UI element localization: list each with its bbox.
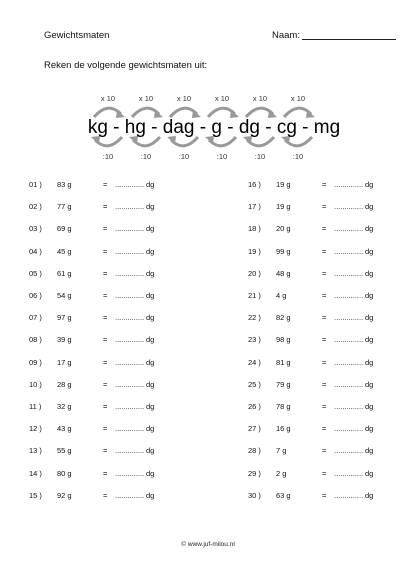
multiply-label: x 10 [138, 94, 154, 103]
answer-unit: dg [365, 335, 374, 345]
answer-blank[interactable]: .............. [115, 424, 145, 434]
answer-blank[interactable]: .............. [334, 291, 364, 300]
equals-sign: = [103, 335, 108, 345]
answer-unit: dg [146, 246, 155, 256]
equals-sign: = [103, 490, 108, 500]
multiply-label: x 10 [290, 94, 306, 103]
answer-unit: dg [146, 313, 155, 323]
answer-unit: dg [365, 468, 374, 478]
exercise-number: 30 ) [248, 490, 261, 500]
exercise-value: 2 g [276, 468, 287, 478]
exercise-number: 02 ) [29, 202, 42, 212]
exercise-number: 28 ) [248, 446, 261, 456]
answer-unit: dg [365, 424, 374, 434]
answer-unit: dg [146, 468, 155, 478]
answer-blank[interactable]: .............. [334, 335, 364, 345]
answer-blank[interactable]: .............. [334, 357, 364, 367]
equals-sign: = [322, 424, 327, 434]
exercise-number: 14 ) [29, 468, 42, 478]
answer-unit: dg [146, 402, 155, 411]
answer-blank[interactable]: .............. [115, 291, 145, 300]
exercise-number: 27 ) [248, 424, 261, 434]
answer-blank[interactable]: .............. [334, 490, 364, 500]
exercise-value: 55 g [57, 446, 72, 456]
exercise-value: 63 g [276, 490, 291, 500]
exercise-value: 77 g [57, 202, 72, 212]
divide-label: :10 [254, 152, 266, 161]
equals-sign: = [322, 357, 327, 367]
exercise-value: 45 g [57, 246, 72, 256]
name-line[interactable] [302, 39, 396, 40]
exercise-number: 24 ) [248, 357, 261, 367]
answer-blank[interactable]: .............. [115, 335, 145, 345]
exercise-value: 81 g [276, 357, 291, 367]
exercise-number: 25 ) [248, 379, 261, 389]
exercise-value: 98 g [276, 335, 291, 345]
answer-blank[interactable]: .............. [334, 224, 364, 234]
divide-label: :10 [140, 152, 152, 161]
exercise-number: 18 ) [248, 224, 261, 234]
exercise-number: 04 ) [29, 246, 42, 256]
answer-blank[interactable]: .............. [115, 402, 145, 411]
answer-blank[interactable]: .............. [334, 379, 364, 389]
answer-blank[interactable]: .............. [334, 402, 364, 411]
equals-sign: = [322, 446, 327, 456]
exercise-value: 19 g [276, 202, 291, 212]
equals-sign: = [103, 268, 108, 278]
conversion-diagram [84, 92, 344, 162]
exercise-number: 01 ) [29, 180, 42, 189]
answer-blank[interactable]: .............. [334, 446, 364, 456]
equals-sign: = [322, 379, 327, 389]
exercise-value: 32 g [57, 402, 72, 411]
exercise-value: 83 g [57, 180, 72, 189]
answer-unit: dg [365, 202, 374, 212]
divide-label: :10 [102, 152, 114, 161]
answer-unit: dg [146, 180, 155, 189]
equals-sign: = [103, 446, 108, 456]
answer-unit: dg [146, 268, 155, 278]
exercise-value: 16 g [276, 424, 291, 434]
equals-sign: = [322, 224, 327, 234]
answer-unit: dg [365, 446, 374, 456]
answer-unit: dg [146, 446, 155, 456]
exercise-value: 78 g [276, 402, 291, 411]
exercise-value: 54 g [57, 291, 72, 300]
multiply-label: x 10 [100, 94, 116, 103]
answer-blank[interactable]: .............. [115, 268, 145, 278]
worksheet-title: Gewichtsmaten [44, 30, 110, 41]
exercise-value: 43 g [57, 424, 72, 434]
exercise-number: 16 ) [248, 180, 261, 189]
exercise-value: 82 g [276, 313, 291, 323]
exercise-value: 7 g [276, 446, 287, 456]
answer-unit: dg [146, 202, 155, 212]
exercise-number: 15 ) [29, 490, 42, 500]
answer-blank[interactable]: .............. [115, 357, 145, 367]
instruction-text: Reken de volgende gewichtsmaten uit: [44, 60, 208, 71]
multiply-label: x 10 [252, 94, 268, 103]
answer-unit: dg [146, 335, 155, 345]
answer-blank[interactable]: .............. [334, 202, 364, 212]
answer-blank[interactable]: .............. [115, 490, 145, 500]
answer-blank[interactable]: .............. [115, 468, 145, 478]
exercise-number: 09 ) [29, 357, 42, 367]
footer-copyright: © www.juf-milou.nl [181, 541, 235, 548]
units-line: kg - hg - dag - g - dg - cg - mg [87, 117, 341, 138]
answer-blank[interactable]: .............. [334, 313, 364, 323]
answer-blank[interactable]: .............. [115, 313, 145, 323]
exercise-number: 20 ) [248, 268, 261, 278]
answer-unit: dg [365, 224, 374, 234]
answer-unit: dg [146, 291, 155, 300]
exercise-number: 08 ) [29, 335, 42, 345]
exercise-number: 21 ) [248, 291, 261, 300]
answer-unit: dg [365, 490, 374, 500]
equals-sign: = [322, 246, 327, 256]
equals-sign: = [103, 246, 108, 256]
answer-blank[interactable]: .............. [115, 379, 145, 389]
answer-blank[interactable]: .............. [115, 246, 145, 256]
exercise-value: 79 g [276, 379, 291, 389]
exercise-value: 17 g [57, 357, 72, 367]
exercise-value: 28 g [57, 379, 72, 389]
divide-label: :10 [178, 152, 190, 161]
equals-sign: = [103, 357, 108, 367]
equals-sign: = [103, 379, 108, 389]
divide-label: :10 [216, 152, 228, 161]
equals-sign: = [103, 468, 108, 478]
answer-blank[interactable]: .............. [115, 202, 145, 212]
exercise-value: 80 g [57, 468, 72, 478]
answer-unit: dg [365, 402, 374, 411]
answer-unit: dg [365, 357, 374, 367]
exercise-number: 10 ) [29, 379, 42, 389]
answer-blank[interactable]: .............. [334, 246, 364, 256]
exercise-value: 69 g [57, 224, 72, 234]
exercise-value: 61 g [57, 268, 72, 278]
equals-sign: = [322, 468, 327, 478]
equals-sign: = [322, 335, 327, 345]
exercise-number: 06 ) [29, 291, 42, 300]
exercise-value: 97 g [57, 313, 72, 323]
exercise-value: 99 g [276, 246, 291, 256]
equals-sign: = [322, 202, 327, 212]
answer-blank[interactable]: .............. [334, 468, 364, 478]
equals-sign: = [103, 202, 108, 212]
answer-unit: dg [365, 268, 374, 278]
multiply-label: x 10 [214, 94, 230, 103]
equals-sign: = [322, 402, 327, 411]
exercise-number: 26 ) [248, 402, 261, 411]
answer-blank[interactable]: .............. [334, 424, 364, 434]
equals-sign: = [103, 424, 108, 434]
equals-sign: = [103, 313, 108, 323]
answer-unit: dg [146, 379, 155, 389]
answer-unit: dg [146, 357, 155, 367]
equals-sign: = [103, 224, 108, 234]
equals-sign: = [322, 291, 327, 300]
equals-sign: = [103, 180, 108, 189]
exercise-number: 11 ) [29, 402, 42, 411]
answer-unit: dg [365, 180, 374, 189]
equals-sign: = [322, 490, 327, 500]
answer-blank[interactable]: .............. [115, 180, 145, 189]
exercise-number: 29 ) [248, 468, 261, 478]
answer-unit: dg [365, 291, 374, 300]
exercise-value: 92 g [57, 490, 72, 500]
answer-unit: dg [146, 224, 155, 234]
exercise-value: 4 g [276, 291, 287, 300]
answer-unit: dg [146, 490, 155, 500]
equals-sign: = [322, 313, 327, 323]
equals-sign: = [103, 402, 108, 411]
equals-sign: = [103, 291, 108, 300]
exercise-value: 39 g [57, 335, 72, 345]
answer-unit: dg [365, 379, 374, 389]
exercise-number: 22 ) [248, 313, 261, 323]
equals-sign: = [322, 180, 327, 189]
exercise-number: 12 ) [29, 424, 42, 434]
exercise-number: 19 ) [248, 246, 261, 256]
exercise-number: 17 ) [248, 202, 261, 212]
answer-blank[interactable]: .............. [334, 180, 364, 189]
exercise-value: 19 g [276, 180, 291, 189]
name-label: Naam: [272, 30, 300, 41]
answer-blank[interactable]: .............. [115, 224, 145, 234]
answer-unit: dg [365, 246, 374, 256]
answer-unit: dg [365, 313, 374, 323]
exercise-number: 05 ) [29, 268, 42, 278]
exercise-number: 07 ) [29, 313, 42, 323]
exercise-value: 48 g [276, 268, 291, 278]
divide-label: :10 [292, 152, 304, 161]
answer-unit: dg [146, 424, 155, 434]
equals-sign: = [322, 268, 327, 278]
answer-blank[interactable]: .............. [334, 268, 364, 278]
exercise-number: 03 ) [29, 224, 42, 234]
answer-blank[interactable]: .............. [115, 446, 145, 456]
exercise-number: 13 ) [29, 446, 42, 456]
exercise-value: 20 g [276, 224, 291, 234]
exercise-number: 23 ) [248, 335, 261, 345]
multiply-label: x 10 [176, 94, 192, 103]
